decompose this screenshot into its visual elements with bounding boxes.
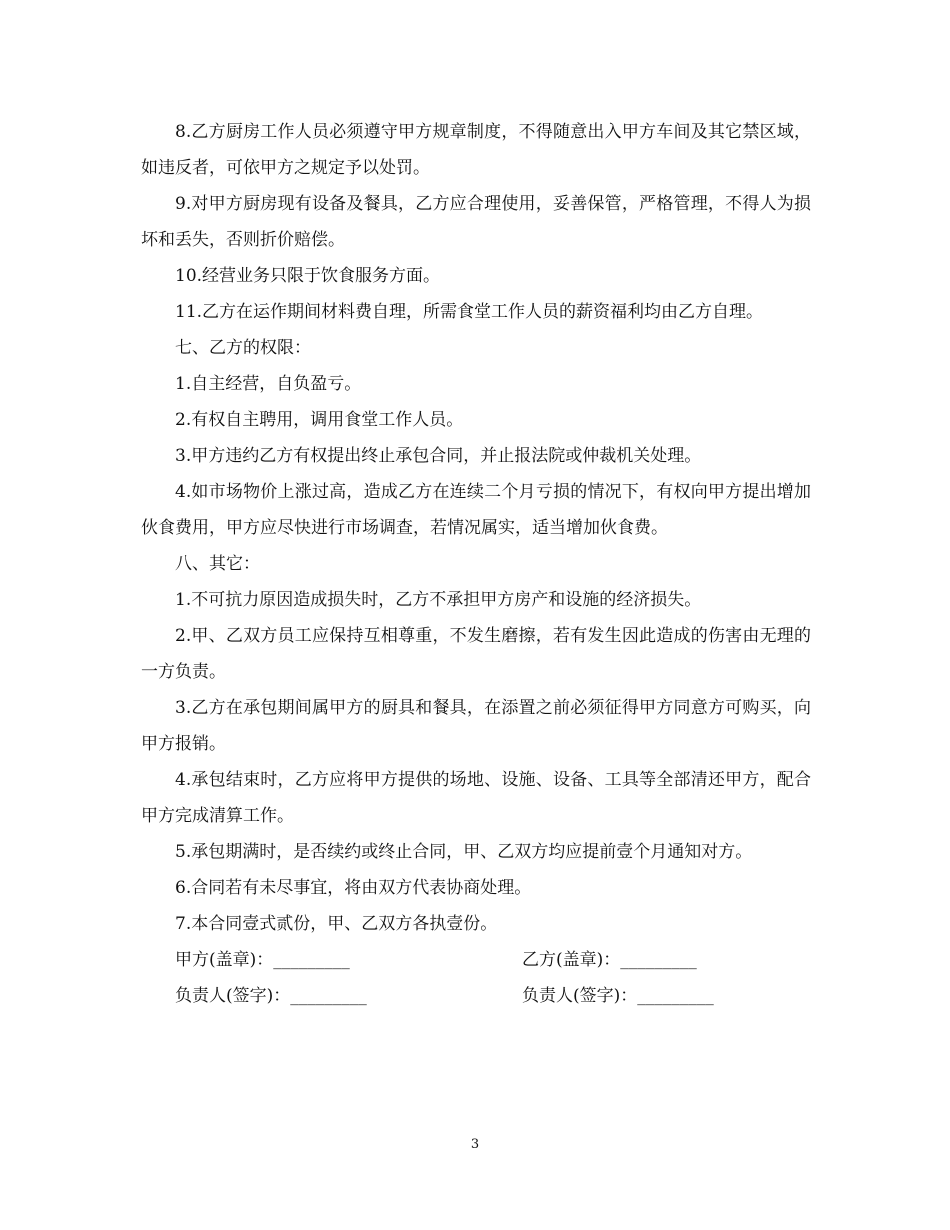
clause-paragraph: 4.承包结束时，乙方应将甲方提供的场地、设施、设备、工具等全部清还甲方，配合甲方完成清算工作。	[141, 770, 811, 826]
contract-body	[141, 114, 811, 1014]
clause-paragraph: 4.如市场物价上涨过高，造成乙方在连续二个月亏损的情况下，有权向甲方提出增加伙食费用，甲方应尽快进行市场调查，若情况属实，适当增加伙食费。	[141, 482, 811, 538]
clause-paragraph: 11.乙方在运作期间材料费自理，所需食堂工作人员的薪资福利均由乙方自理。	[175, 302, 764, 322]
clause-paragraph: 1.不可抗力原因造成损失时，乙方不承担甲方房产和设施的经济损失。	[175, 590, 702, 610]
party-b-signer-line: 负责人(签字)：_________	[522, 986, 714, 1006]
clause-paragraph: 1.自主经营，自负盈亏。	[175, 374, 362, 394]
page-number: 3	[470, 1137, 480, 1152]
clause-paragraph: 3.乙方在承包期间属甲方的厨具和餐具，在添置之前必须征得甲方同意方可购买，向甲方报销。	[141, 698, 811, 754]
signature-row-seal	[141, 942, 811, 978]
section-heading: 七、乙方的权限：	[175, 338, 311, 358]
clause-paragraph: 10.经营业务只限于饮食服务方面。	[175, 266, 441, 286]
party-a-signer-line: 负责人(签字)：_________	[175, 986, 367, 1006]
clause-paragraph: 2.有权自主聘用，调用食堂工作人员。	[175, 410, 464, 430]
clause-paragraph: 2.甲、乙双方员工应保持互相尊重，不发生磨擦，若有发生因此造成的伤害由无理的一方负责。	[141, 626, 811, 682]
clause-paragraph: 7.本合同壹式贰份，甲、乙双方各执壹份。	[175, 914, 498, 934]
clause-paragraph: 9.对甲方厨房现有设备及餐具，乙方应合理使用，妥善保管，严格管理，不得人为损坏和丢失，否则折价赔偿。	[141, 194, 811, 250]
clause-paragraph: 5.承包期满时，是否续约或终止合同，甲、乙双方均应提前壹个月通知对方。	[175, 842, 753, 862]
party-b-seal-line: 乙方(盖章)：_________	[522, 950, 697, 970]
section-heading: 八、其它：	[175, 554, 260, 574]
clause-paragraph: 6.合同若有未尽事宜，将由双方代表协商处理。	[175, 878, 532, 898]
party-a-seal-line: 甲方(盖章)：_________	[175, 950, 350, 970]
clause-paragraph: 8.乙方厨房工作人员必须遵守甲方规章制度，不得随意出入甲方车间及其它禁区域，如违反者，可依甲方之规定予以处罚。	[141, 122, 811, 178]
signature-row-signer	[141, 978, 811, 1014]
clause-paragraph: 3.甲方违约乙方有权提出终止承包合同，并止报法院或仲裁机关处理。	[175, 446, 702, 466]
